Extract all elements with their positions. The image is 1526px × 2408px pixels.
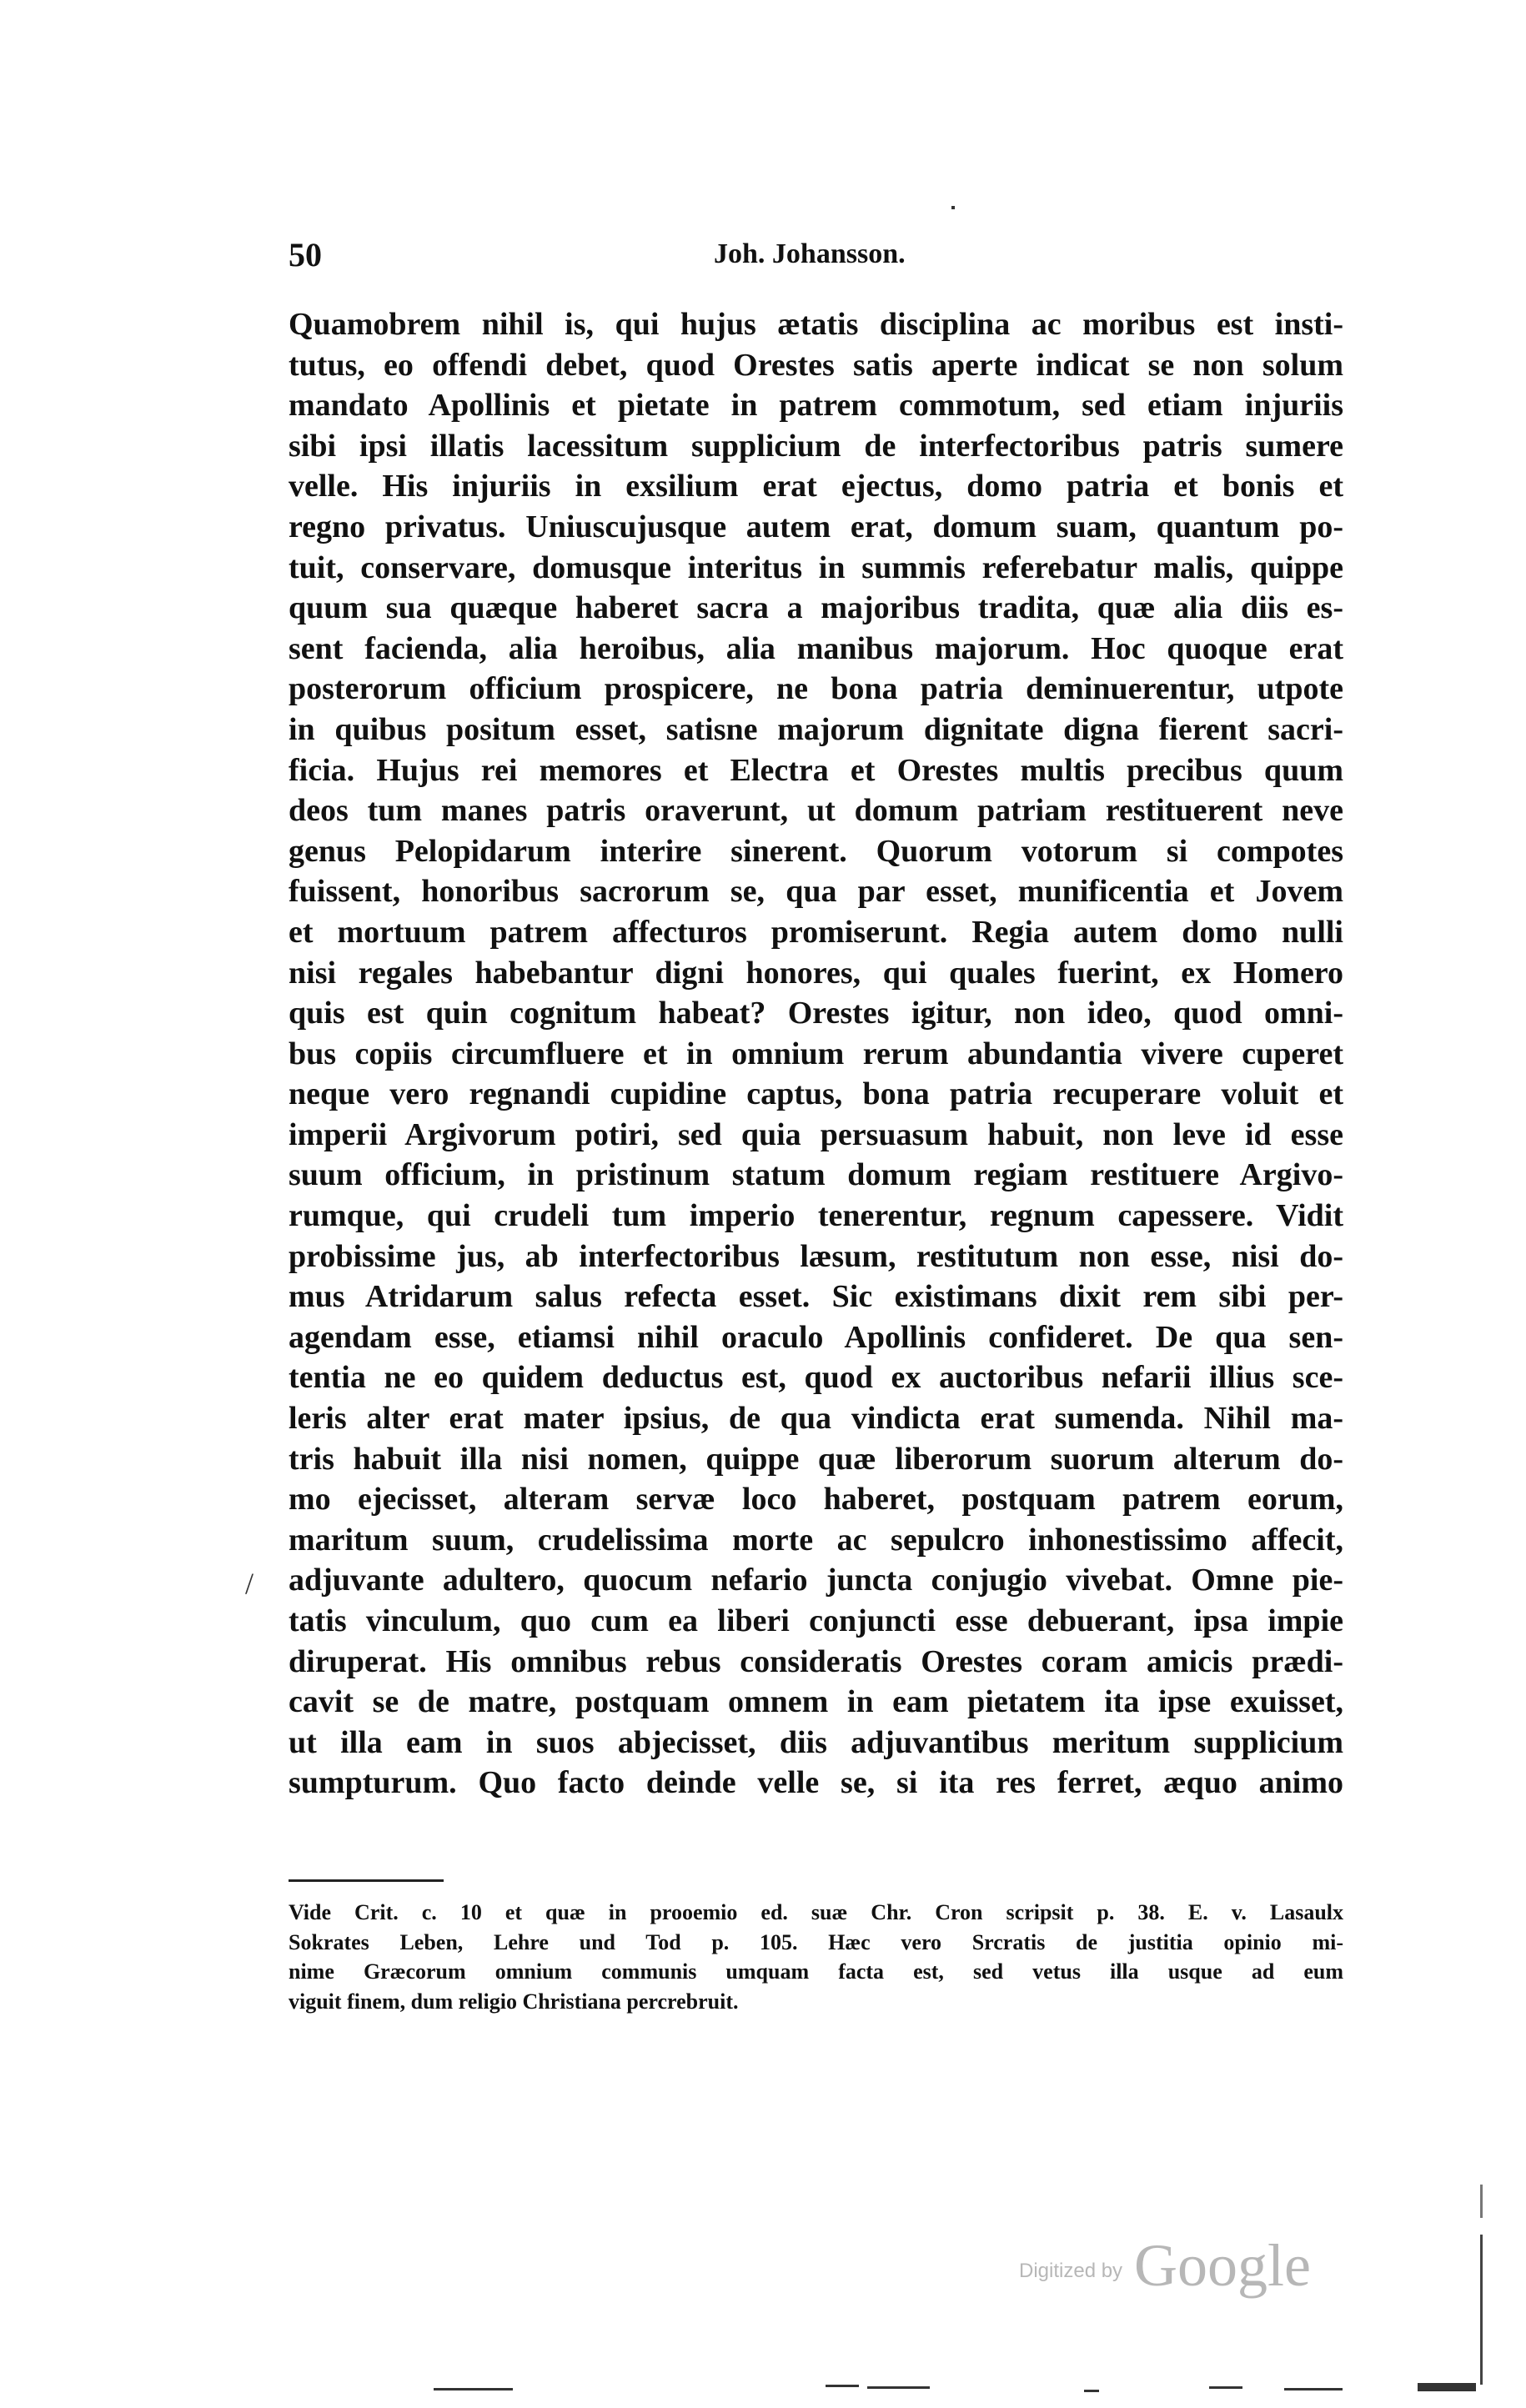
text-line: regno privatus. Uniuscujusque autem erat, domum suam, quantum po- <box>289 509 1343 544</box>
text-line: neque vero regnandi cupidine captus, bona patria recuperare voluit et <box>289 1076 1343 1112</box>
text-line: Quamobrem nihil is, qui hujus ætatis disciplina ac moribus est insti- <box>289 307 1343 342</box>
text-line: probissime jus, ab interfectoribus læsum, restitutum non esse, nisi do- <box>289 1238 1343 1274</box>
text-line: fuissent, honoribus sacrorum se, qua par esset, munificentia et Jovem <box>289 874 1343 910</box>
footnote-line: Vide Crit. c. 10 et quæ in prooemio ed. suæ Chr. Cron scripsit p. 38. E. v. Lasaulx <box>289 1900 1343 1924</box>
footnote-line: viguit finem, dum religio Christiana percrebruit. <box>289 1989 739 2014</box>
text-line: sibi ipsi illatis lacessitum supplicium de interfectoribus patris sumere <box>289 428 1343 464</box>
scan-artifact <box>1284 2388 1343 2390</box>
text-line: posterorum officium prospicere, ne bona patria deminuerentur, utpote <box>289 671 1343 707</box>
margin-annotation: / <box>245 1567 254 1600</box>
text-line: diruperat. His omnibus rebus consideratis Orestes coram amicis prædi- <box>289 1643 1343 1679</box>
text-line: cavit se de matre, postquam omnem in eam pietatem ita ipse exuisset, <box>289 1684 1343 1720</box>
text-line: genus Pelopidarum interire sinerent. Quorum votorum si compotes <box>289 833 1343 869</box>
scan-artifact <box>867 2386 930 2389</box>
page-number: 50 <box>289 236 322 273</box>
text-line: tris habuit illa nisi nomen, quippe quæ liberorum suorum alterum do- <box>289 1441 1343 1477</box>
scan-edge-mark <box>1480 2185 1483 2218</box>
text-line: tutus, eo offendi debet, quod Orestes satis aperte indicat se non solum <box>289 347 1343 383</box>
text-line: sumpturum. Quo facto deinde velle se, si ita res ferret, æquo animo <box>289 1765 1343 1801</box>
text-line: maritum suum, crudelissima morte ac sepulcro inhonestissimo affecit, <box>289 1522 1343 1558</box>
text-line: nisi regales habebantur digni honores, qui quales fuerint, ex Homero <box>289 955 1343 991</box>
footnote-divider <box>289 1879 444 1882</box>
text-line: agendam esse, etiamsi nihil oraculo Apollinis confideret. De qua sen- <box>289 1319 1343 1355</box>
scan-edge-mark <box>1480 2235 1483 2385</box>
text-line: tentia ne eo quidem deductus est, quod ex auctoribus nefarii illius sce- <box>289 1360 1343 1396</box>
text-line: suum officium, in pristinum statum domum regiam restituere Argivo- <box>289 1157 1343 1193</box>
running-head: Joh. Johansson. <box>714 238 906 269</box>
page-header <box>289 235 1343 278</box>
text-line: rumque, qui crudeli tum imperio tenerentur, regnum capessere. Vidit <box>289 1198 1343 1234</box>
text-line: bus copiis circumfluere et in omnium rerum abundantia vivere cuperet <box>289 1036 1343 1071</box>
body-text <box>289 304 1343 1803</box>
scan-artifact <box>434 2388 513 2390</box>
scan-artifact <box>826 2385 859 2387</box>
watermark-brand: Google <box>1134 2232 1311 2299</box>
text-line: leris alter erat mater ipsius, de qua vindicta erat sumenda. Nihil ma- <box>289 1401 1343 1437</box>
text-line: mandato Apollinis et pietate in patrem commotum, sed etiam injuriis <box>289 388 1343 424</box>
text-line: et mortuum patrem affecturos promiserunt. Regia autem domo nulli <box>289 914 1343 950</box>
text-line: imperii Argivorum potiri, sed quia persuasum habuit, non leve id esse <box>289 1116 1343 1152</box>
text-line: tatis vinculum, quo cum ea liberi conjuncti esse debuerant, ipsa impie <box>289 1603 1343 1638</box>
text-line: mo ejecisset, alteram servæ loco haberet, postquam patrem eorum, <box>289 1482 1343 1518</box>
footnote-line: nime Græcorum omnium communis umquam facta est, sed vetus illa usque ad eum <box>289 1959 1343 1984</box>
text-line: ficia. Hujus rei memores et Electra et Orestes multis precibus quum <box>289 752 1343 788</box>
text-line: adjuvante adultero, quocum nefario juncta conjugio vivebat. Omne pie- <box>289 1563 1343 1598</box>
watermark-prefix: Digitized by <box>1019 2260 1123 2282</box>
text-line: quum sua quæque haberet sacra a majoribus tradita, quæ alia diis es- <box>289 590 1343 626</box>
scan-artifact <box>1418 2383 1476 2391</box>
scan-artifact <box>1084 2390 1099 2392</box>
footnotes <box>289 1898 1343 2016</box>
text-line: quis est quin cognitum habeat? Orestes igitur, non ideo, quod omni- <box>289 996 1343 1031</box>
text-line: sent facienda, alia heroibus, alia manibus majorum. Hoc quoque erat <box>289 630 1343 666</box>
scan-artifacts <box>434 2378 1526 2403</box>
text-line: deos tum manes patris oraverunt, ut domum patriam restituerent neve <box>289 793 1343 829</box>
text-line: in quibus positum esset, satisne majorum dignitate digna fierent sacri- <box>289 711 1343 747</box>
digitized-watermark <box>1019 2232 1344 2299</box>
scan-speck <box>951 206 955 209</box>
text-line: tuit, conservare, domusque interitus in summis referebatur malis, quippe <box>289 549 1343 585</box>
text-line: mus Atridarum salus refecta esset. Sic existimans dixit rem sibi per- <box>289 1279 1343 1315</box>
scan-artifact <box>1209 2386 1242 2389</box>
text-line: velle. His injuriis in exsilium erat ejectus, domo patria et bonis et <box>289 469 1343 504</box>
text-line: ut illa eam in suos abjecisset, diis adjuvantibus meritum supplicium <box>289 1724 1343 1760</box>
footnote-line: Sokrates Leben, Lehre und Tod p. 105. Hæc vero Srcratis de justitia opinio mi- <box>289 1929 1343 1954</box>
